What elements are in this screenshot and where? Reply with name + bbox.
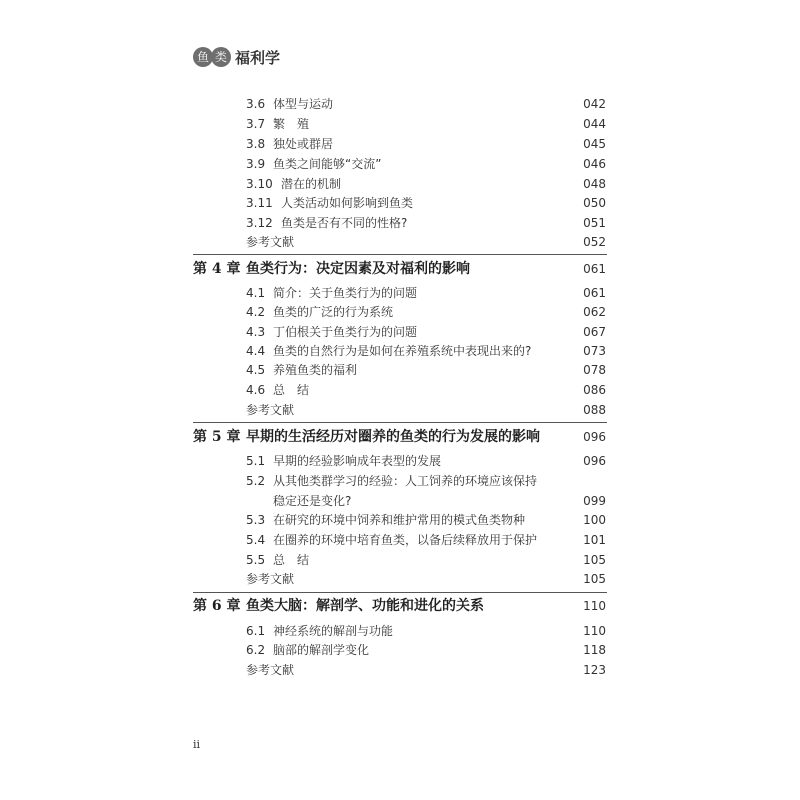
chapter-divider (193, 422, 607, 423)
chapter-label: 第 6 章 (193, 598, 241, 614)
header-circle-char-1: 鱼 (193, 47, 213, 67)
entry-number: 4.1 (246, 286, 266, 300)
entry-page: 078 (583, 363, 606, 377)
entry-title: 鱼类的广泛的行为系统 (273, 305, 394, 319)
entry-number: 4.3 (246, 325, 266, 339)
entry-title: 鱼类之间能够“交流” (273, 157, 382, 171)
chapter-label: 第 5 章 (193, 429, 241, 445)
chapter-page: 096 (583, 430, 606, 444)
entry-page: 123 (583, 663, 606, 677)
entry-title: 脑部的解剖学变化 (273, 643, 370, 657)
entry-title: 神经系统的解剖与功能 (273, 624, 394, 638)
chapter-page: 061 (583, 262, 606, 276)
entry-number: 3.6 (246, 97, 266, 111)
entry-number: 5.2 (246, 474, 266, 488)
entry-page: 105 (583, 553, 606, 567)
entry-title: 总 结 (273, 553, 310, 567)
entry-title: 独处或群居 (273, 137, 334, 151)
entry-number: 4.2 (246, 305, 266, 319)
entry-title: 鱼类是否有不同的性格? (281, 216, 408, 230)
entry-number: 6.2 (246, 643, 266, 657)
entry-title: 从其他类群学习的经验：人工饲养的环境应该保持 (273, 474, 538, 488)
chapter-title: 鱼类大脑：解剖学、功能和进化的关系 (246, 598, 484, 614)
chapter-title: 早期的生活经历对圈养的鱼类的行为发展的影响 (246, 429, 540, 445)
entry-page: 099 (583, 494, 606, 508)
entry-title: 参考文献 (246, 572, 295, 586)
entry-number: 4.6 (246, 383, 266, 397)
entry-number: 3.7 (246, 117, 266, 131)
entry-page: 052 (583, 235, 606, 249)
entry-page: 110 (583, 624, 606, 638)
entry-title-continued: 稳定还是变化? (273, 494, 352, 508)
entry-number: 6.1 (246, 624, 266, 638)
entry-title: 参考文献 (246, 235, 295, 249)
entry-title: 人类活动如何影响到鱼类 (281, 196, 414, 210)
entry-number: 3.9 (246, 157, 266, 171)
entry-page: 050 (583, 196, 606, 210)
entry-page: 118 (583, 643, 606, 657)
entry-page: 048 (583, 177, 606, 191)
chapter-page: 110 (583, 599, 606, 613)
entry-page: 051 (583, 216, 606, 230)
page-number: ii (193, 738, 201, 751)
chapter-label: 第 4 章 (193, 261, 241, 277)
entry-title: 简介：关于鱼类行为的问题 (273, 286, 418, 300)
entry-number: 5.3 (246, 513, 266, 527)
entry-page: 105 (583, 572, 606, 586)
entry-title: 鱼类的自然行为是如何在养殖系统中表现出来的? (273, 344, 532, 358)
entry-number: 4.5 (246, 363, 266, 377)
entry-title: 早期的经验影响成年表型的发展 (273, 454, 442, 468)
entry-number: 3.12 (246, 216, 273, 230)
entry-title: 参考文献 (246, 403, 295, 417)
chapter-title: 鱼类行为：决定因素及对福利的影响 (246, 261, 470, 277)
entry-number: 5.4 (246, 533, 266, 547)
entry-page: 073 (583, 344, 606, 358)
entry-number: 3.10 (246, 177, 273, 191)
entry-page: 044 (583, 117, 606, 131)
entry-title: 养殖鱼类的福利 (273, 363, 358, 377)
entry-number: 5.5 (246, 553, 266, 567)
entry-page: 062 (583, 305, 606, 319)
header-title-rest: 福利学 (235, 48, 281, 67)
entry-page: 101 (583, 533, 606, 547)
entry-page: 100 (583, 513, 606, 527)
entry-number: 5.1 (246, 454, 266, 468)
entry-page: 046 (583, 157, 606, 171)
entry-title: 繁 殖 (273, 117, 310, 131)
chapter-divider (193, 592, 607, 593)
entry-page: 045 (583, 137, 606, 151)
entry-title: 丁伯根关于鱼类行为的问题 (273, 325, 418, 339)
entry-number: 4.4 (246, 344, 266, 358)
chapter-divider (193, 254, 607, 255)
header-circle-char-2: 类 (211, 47, 231, 67)
entry-page: 042 (583, 97, 606, 111)
entry-title: 总 结 (273, 383, 310, 397)
entry-number: 3.11 (246, 196, 273, 210)
entry-title: 在圈养的环境中培育鱼类，以备后续释放用于保护 (273, 533, 538, 547)
entry-page: 088 (583, 403, 606, 417)
entry-title: 体型与运动 (273, 97, 334, 111)
entry-number: 3.8 (246, 137, 266, 151)
entry-title: 在研究的环境中饲养和维护常用的模式鱼类物种 (273, 513, 526, 527)
entry-page: 061 (583, 286, 606, 300)
entry-title: 参考文献 (246, 663, 295, 677)
entry-page: 067 (583, 325, 606, 339)
entry-page: 096 (583, 454, 606, 468)
entry-title: 潜在的机制 (281, 177, 342, 191)
entry-page: 086 (583, 383, 606, 397)
